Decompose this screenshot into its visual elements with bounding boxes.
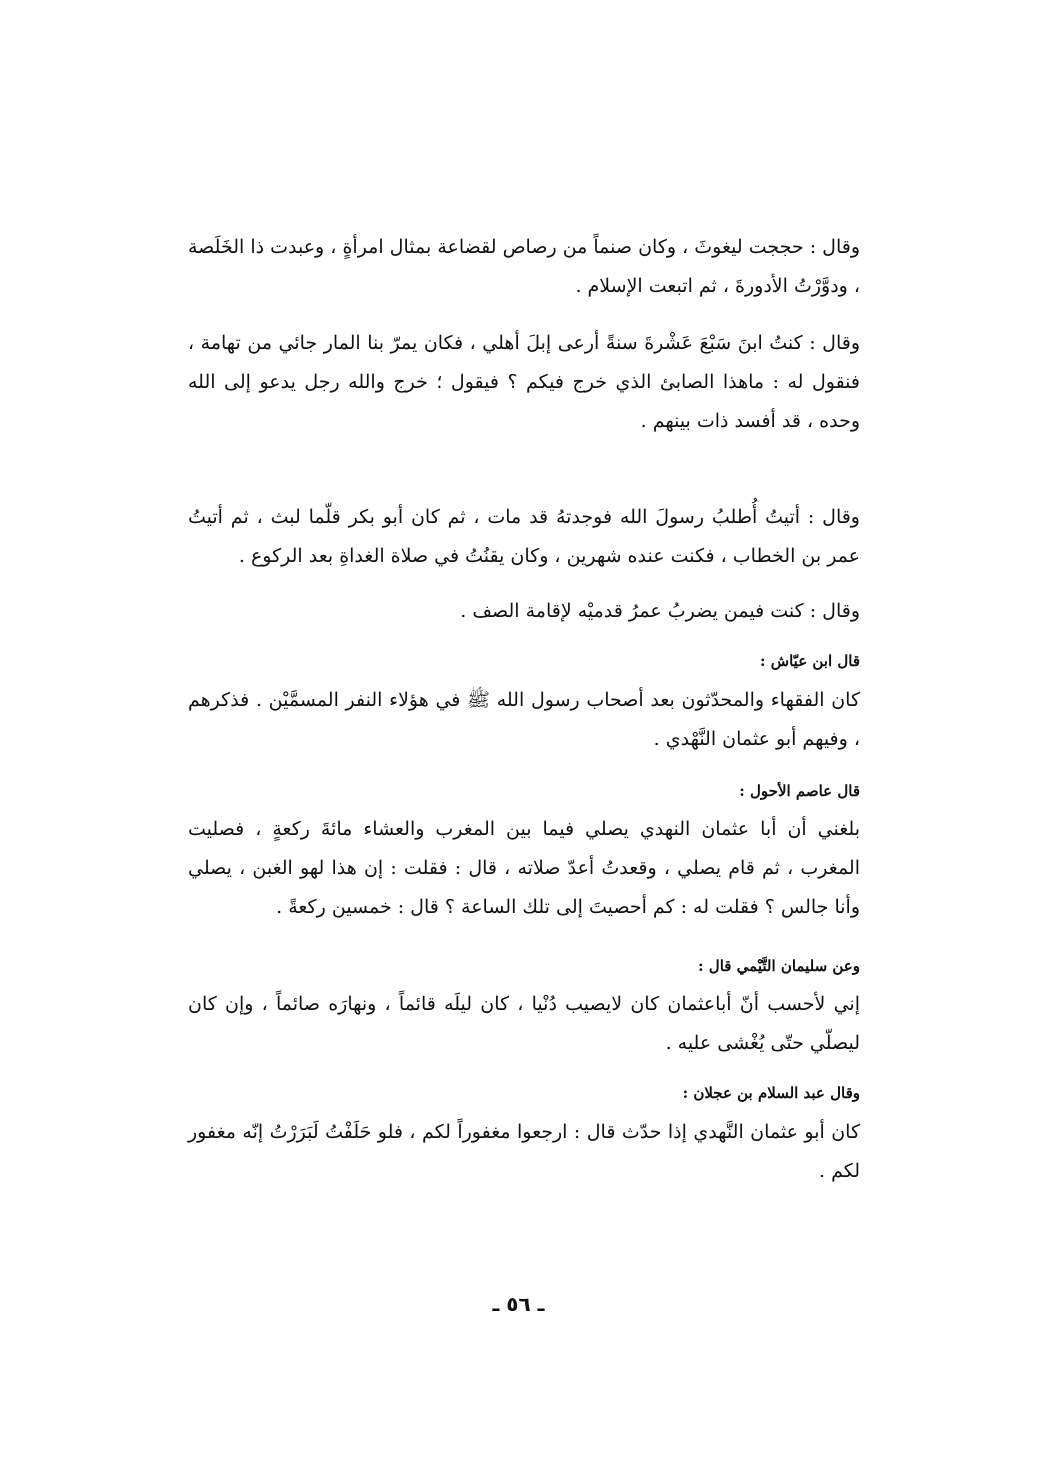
section-heading-1 — [188, 650, 860, 672]
paragraph-text: وقال : حججت ليغوثَ ، وكان صنماً من رصاص لقضاعة بمثال امرأةٍ ، وعبدت ذا الخَلَصة ، ودوَّرْتُ الأدورةَ ، ثم اتبعت الإسلام . — [188, 236, 860, 297]
section-heading: وقال عبد السلام بن عجلان : — [682, 1084, 860, 1102]
paragraph-2 — [188, 324, 860, 441]
page-number: ـ ٥٦ ـ — [492, 1292, 545, 1316]
paragraph-8 — [188, 1113, 860, 1191]
paragraph-7 — [188, 985, 860, 1063]
paragraph-text: وقال : أتيتُ أُطلبُ رسولَ الله فوجدتهُ قد مات ، ثم كان أبو بكر قلّما لبث ، ثم أتيتُ عمر بن الخطاب ، فكنت عنده شهرين ، وكان يقنُتُ في صلاة الغداةِ بعد الركوع . — [188, 506, 860, 567]
paragraph-text: وقال : كنت فيمن يضربُ عمرُ قدميْه لإقامة الصف . — [460, 600, 860, 622]
section-heading-2 — [188, 780, 860, 802]
section-heading: وعن سليمان التَّيْمي قال : — [698, 957, 860, 975]
paragraph-text: إني لأحسب أنّ أباعثمان كان لايصيب دُنْيا ، كان ليلَه قائماً ، ونهارَه صائماً ، وإن كان ليصلّي حتّى يُغْشى عليه . — [188, 993, 860, 1054]
section-heading: قال عاصم الأحول : — [739, 782, 860, 800]
paragraph-text: كان أبو عثمان النَّهدي إذا حدّث قال : ارجعوا مغفوراً لكم ، فلو حَلَفْتُ لَبَرَرْتُ إنّه مغفور لكم . — [188, 1121, 860, 1182]
paragraph-text: وقال : كنتُ ابنَ سَبْعَ عَشْرةَ سنةً أرعى إبلَ أهلي ، فكان يمرّ بنا المار جائي من تهامة ، فنقول له : ماهذا الصابئ الذي خرج فيكم ؟ فيقول ؛ خرج والله رجل يدعو إلى الله وحده ، قد أفسد ذات بينهم . — [188, 332, 860, 432]
paragraph-6 — [188, 810, 860, 927]
section-heading-3 — [188, 955, 860, 977]
paragraph-4 — [188, 592, 860, 631]
paragraph-text: كان الفقهاء والمحدّثون بعد أصحاب رسول الله ﷺ في هؤلاء النفر المسمَّيْن . فذكرهم ، وفيهم أبو عثمان النَّهْدي . — [188, 689, 860, 750]
paragraph-1 — [188, 228, 860, 306]
paragraph-3 — [188, 498, 860, 576]
paragraph-text: بلغني أن أبا عثمان النهدي يصلي فيما بين المغرب والعشاء مائةَ ركعةٍ ، فصليت المغرب ، ثم قام يصلي ، وقعدتُ أعدّ صلاته ، قال : فقلت : إن هذا لهو الغبن ، يصلي وأنا جالس ؟ فقلت له : كم أحصيتَ إلى تلك الساعة ؟ قال : خمسين ركعةً . — [188, 818, 860, 918]
section-heading-4 — [188, 1082, 860, 1104]
paragraph-5 — [188, 681, 860, 759]
section-heading: قال ابن عيّاش : — [760, 652, 860, 670]
